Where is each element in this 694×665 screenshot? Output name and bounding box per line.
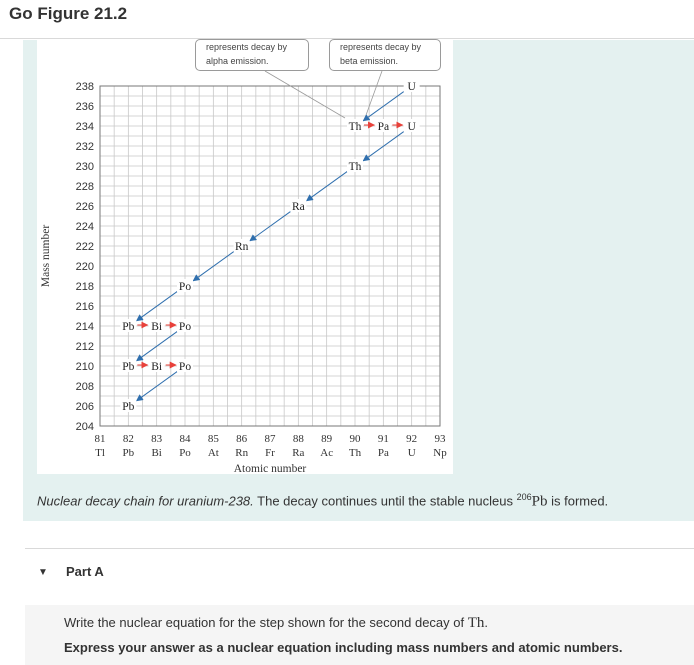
y-tick-label: 204 [75, 421, 94, 433]
alpha-callout-pointer [265, 71, 345, 118]
nuclide-label: Po [178, 321, 192, 333]
figure-caption [37, 492, 687, 510]
x-tick-label: 89 [321, 433, 333, 445]
x-tick-symbol: Pb [122, 447, 135, 459]
nuclide-label: U [407, 121, 416, 133]
part-a-header[interactable] [25, 549, 694, 605]
nuclide-label: Po [178, 361, 192, 373]
nuclide-label: Bi [151, 361, 163, 373]
caption-element-symbol: Pb [531, 493, 548, 510]
x-tick-symbol: Bi [151, 447, 162, 459]
decay-chain-svg [37, 40, 453, 474]
y-tick-label: 236 [75, 101, 94, 113]
x-tick-label: 91 [377, 433, 389, 445]
nuclide-label: U [407, 81, 416, 93]
nuclide-label: Pa [377, 121, 390, 133]
caption-text: The decay continues until the stable nucleus [253, 493, 517, 509]
caption-text-end: is formed. [547, 493, 609, 509]
question-prompt: Write the nuclear equation for the step shown for the second decay of [64, 615, 468, 630]
x-tick-symbol: Rn [235, 447, 249, 459]
y-tick-label: 218 [75, 281, 94, 293]
y-tick-label: 214 [75, 321, 94, 333]
x-tick-symbol: Pa [377, 447, 389, 459]
nuclide-label: Pb [122, 321, 135, 333]
nuclide-label: Th [348, 161, 362, 173]
x-tick-symbol: U [407, 447, 416, 459]
alpha-callout: represents decay by alpha emission. [195, 39, 309, 71]
nuclide-label: Ra [291, 201, 305, 213]
x-tick-label: 85 [207, 433, 219, 445]
x-tick-label: 83 [151, 433, 163, 445]
nuclide-label: Rn [234, 241, 249, 253]
y-tick-label: 212 [75, 341, 94, 353]
x-tick-label: 82 [122, 433, 134, 445]
question-period: . [484, 615, 489, 630]
x-tick-symbol: Po [179, 447, 191, 459]
y-tick-label: 230 [75, 161, 94, 173]
caret-down-icon[interactable]: ▼ [38, 567, 48, 578]
x-tick-label: 87 [264, 433, 276, 445]
question-element-symbol: Th [467, 615, 485, 631]
nuclide-label: Bi [151, 321, 163, 333]
nuclide-label: Pb [122, 401, 135, 413]
answer-instruction: Express your answer as a nuclear equation including mass numbers and atomic numbers. [64, 640, 623, 655]
beta-callout: represents decay by beta emission. [329, 39, 441, 71]
y-tick-label: 222 [75, 241, 94, 253]
nuclide-label: Pb [122, 361, 135, 373]
x-tick-symbol: Ra [292, 447, 305, 459]
x-tick-label: 86 [236, 433, 248, 445]
nuclide-label: Po [178, 281, 192, 293]
x-tick-symbol: Tl [95, 447, 105, 459]
caption-title: Nuclear decay chain for uranium-238. [37, 493, 254, 509]
x-tick-symbol: Fr [265, 447, 275, 459]
y-tick-label: 232 [75, 141, 94, 153]
y-tick-label: 210 [75, 361, 94, 373]
y-tick-label: 220 [75, 261, 94, 273]
x-tick-label: 81 [94, 433, 106, 445]
question-panel [25, 605, 694, 665]
x-tick-symbol: Th [348, 447, 362, 459]
x-tick-label: 84 [179, 433, 191, 445]
x-tick-label: 90 [349, 433, 361, 445]
x-tick-symbol: Ac [320, 447, 334, 459]
y-tick-label: 238 [75, 81, 94, 93]
part-a-title[interactable]: Part A [66, 564, 104, 579]
x-axis-title: Atomic number [233, 463, 307, 474]
x-tick-label: 92 [406, 433, 418, 445]
caption-mass-number: 206 [516, 492, 532, 502]
y-tick-label: 228 [75, 181, 94, 193]
y-tick-label: 224 [75, 221, 94, 233]
figure-panel [23, 40, 694, 521]
page-title: Go Figure 21.2 [9, 4, 128, 23]
x-tick-symbol: At [207, 447, 219, 459]
y-tick-label: 206 [75, 401, 94, 413]
question-text [64, 615, 488, 632]
x-tick-label: 93 [434, 433, 446, 445]
nuclide-label: Th [348, 121, 362, 133]
decay-chain-chart [37, 40, 453, 474]
y-tick-label: 208 [75, 381, 94, 393]
x-tick-label: 88 [292, 433, 304, 445]
y-tick-label: 226 [75, 201, 94, 213]
y-tick-label: 234 [75, 121, 94, 133]
y-tick-label: 216 [75, 301, 94, 313]
x-tick-symbol: Np [433, 447, 447, 459]
y-axis-title: Mass number [40, 224, 52, 288]
beta-callout-pointer [365, 71, 382, 118]
